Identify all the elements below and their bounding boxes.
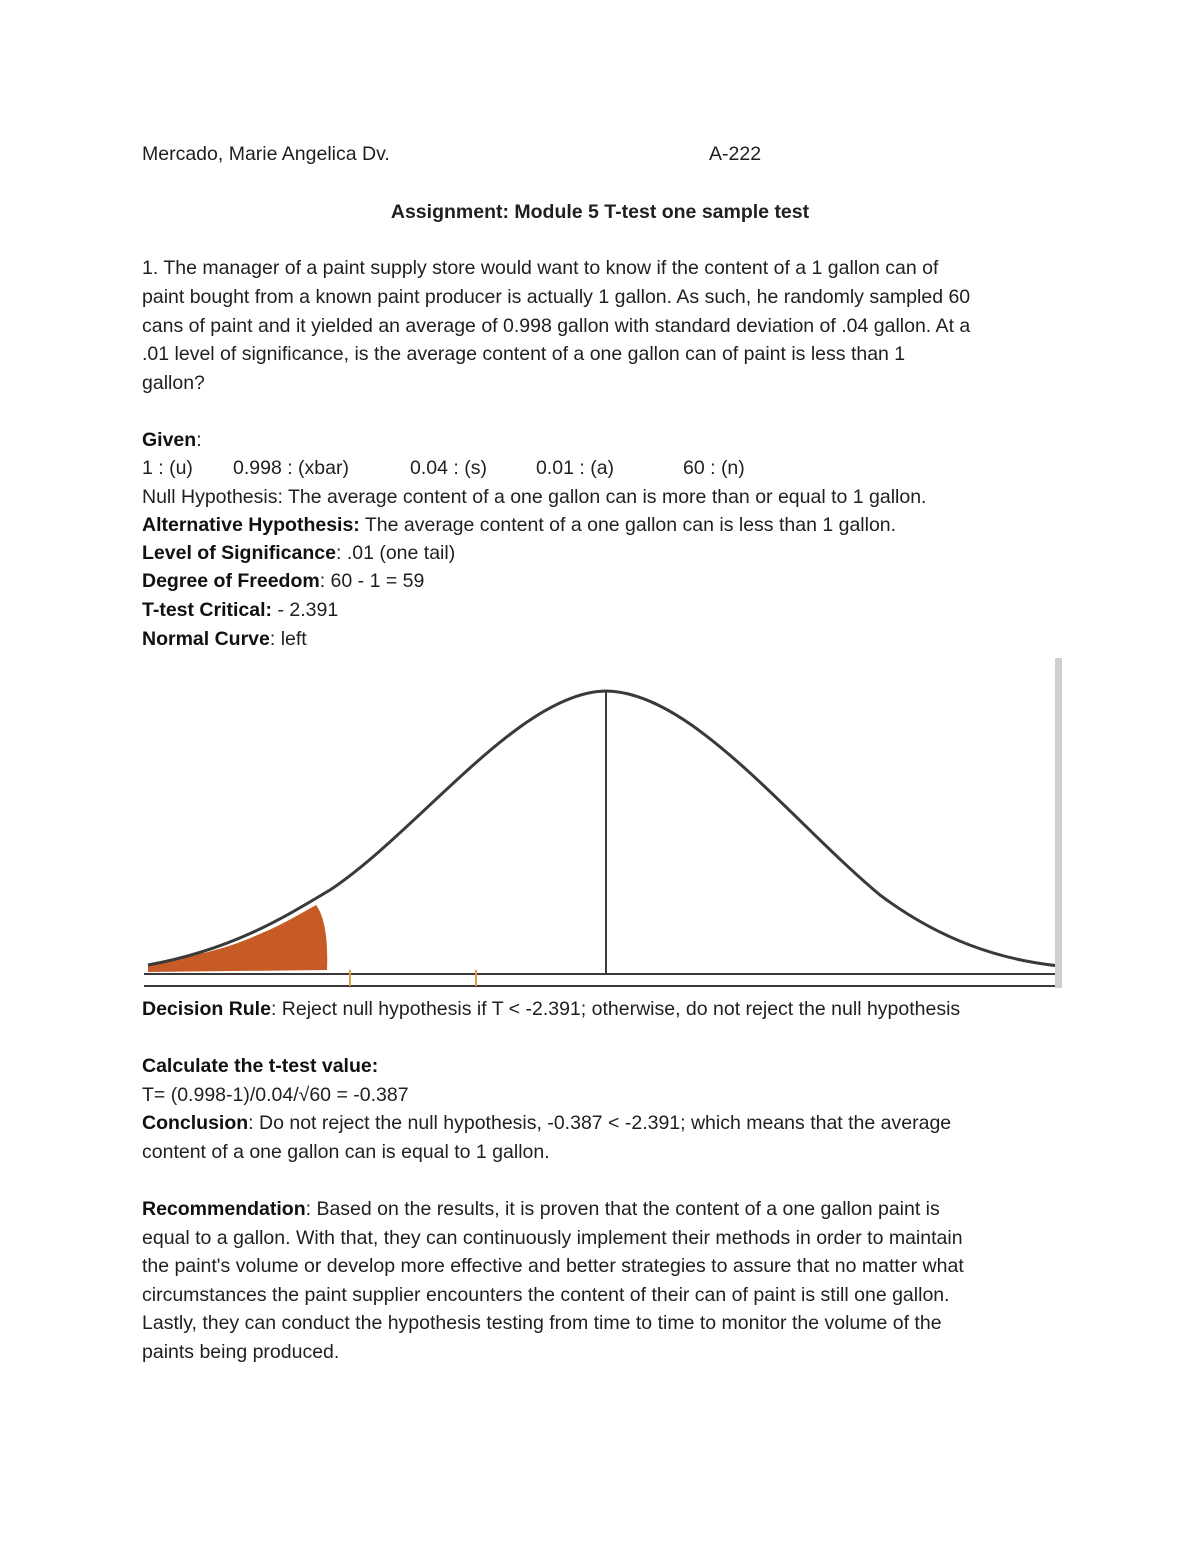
- conclusion-label: Conclusion: [142, 1112, 249, 1134]
- calculate-heading: [142, 1052, 378, 1080]
- null-hypothesis-text: The average content of a one gallon can is more than or equal to 1 gallon.: [287, 486, 927, 508]
- given-mu: 1 : (u): [142, 457, 193, 479]
- alt-hypothesis-text: The average content of a one gallon can is less than 1 gallon.: [359, 514, 897, 536]
- t-critical: [142, 596, 338, 624]
- conclusion: [142, 1109, 951, 1137]
- t-formula: T= (0.998-1)/0.04/√60 = -0.387: [142, 1084, 409, 1106]
- significance-level: [142, 539, 455, 567]
- conclusion-line-1: : Do not reject the null hypothesis, -0.387 < -2.391; which means that the average: [248, 1112, 952, 1134]
- calculate-label: Calculate the t-test value:: [142, 1055, 379, 1077]
- given-heading: Given:: [142, 429, 202, 451]
- normal-curve-figure: [0, 650, 1200, 995]
- dof-label: Degree of Freedom: [142, 570, 320, 592]
- recommendation-line-6: paints being produced.: [142, 1341, 340, 1363]
- problem-line-3: cans of paint and it yielded an average of 0.998 gallon with standard deviation of .04 gallon. At a: [142, 315, 971, 337]
- problem-line-4: .01 level of significance, is the average content of a one gallon can of paint is less than 1: [142, 343, 906, 365]
- recommendation-line-3: the paint's volume or develop more effective and better strategies to assure that no matter what: [142, 1255, 964, 1277]
- given-alpha: 0.01 : (a): [536, 457, 615, 479]
- normal-curve: [142, 625, 307, 653]
- critical-label: T-test Critical:: [142, 599, 273, 621]
- given-n: 60 : (n): [683, 457, 745, 479]
- problem-line-1: 1. The manager of a paint supply store would want to know if the content of a 1 gallon can of: [142, 257, 939, 279]
- problem-line-5: gallon?: [142, 372, 205, 394]
- degree-of-freedom: [142, 567, 424, 595]
- right-border-bar: [1055, 658, 1062, 988]
- curve-side-label: Normal Curve: [142, 628, 270, 650]
- recommendation-label: Recommendation: [142, 1198, 306, 1220]
- recommendation-line-1: : Based on the results, it is proven that the content of a one gallon paint is: [305, 1198, 940, 1220]
- alt-hypothesis-label: Alternative Hypothesis:: [142, 514, 360, 536]
- significance-text: : .01 (one tail): [335, 542, 456, 564]
- recommendation-line-4: circumstances the paint supplier encounters the content of their can of paint is still one gallon.: [142, 1284, 950, 1306]
- dof-text: : 60 - 1 = 59: [319, 570, 425, 592]
- curve-side-text: : left: [269, 628, 307, 650]
- recommendation-line-2: equal to a gallon. With that, they can continuously implement their methods in order to maintain: [142, 1227, 963, 1249]
- given-values: [142, 454, 942, 482]
- student-name: Mercado, Marie Angelica Dv.: [142, 143, 390, 165]
- recommendation-line-5: Lastly, they can conduct the hypothesis testing from time to time to monitor the volume of the: [142, 1312, 942, 1334]
- problem-line-2: paint bought from a known paint producer is actually 1 gallon. As such, he randomly sampled 60: [142, 286, 971, 308]
- given-xbar: 0.998 : (xbar): [233, 457, 349, 479]
- decision-rule: [142, 995, 960, 1023]
- recommendation: [142, 1195, 940, 1223]
- decision-rule-text: : Reject null hypothesis if T < -2.391; otherwise, do not reject the null hypothesis: [270, 998, 961, 1020]
- significance-label: Level of Significance: [142, 542, 336, 564]
- given-s: 0.04 : (s): [410, 457, 487, 479]
- critical-text: - 2.391: [272, 599, 339, 621]
- decision-rule-label: Decision Rule: [142, 998, 271, 1020]
- conclusion-line-2: content of a one gallon can is equal to 1 gallon.: [142, 1141, 550, 1163]
- assignment-title: Assignment: Module 5 T-test one sample test: [390, 201, 810, 223]
- given-label: Given: [142, 429, 197, 451]
- null-hypothesis: Null Hypothesis: The average content of a one gallon can is more than or equal to 1 gallon.: [142, 486, 927, 508]
- alt-hypothesis: [142, 511, 896, 539]
- null-hypothesis-label: Null Hypothesis: [142, 486, 278, 508]
- section-code: A-222: [709, 143, 762, 165]
